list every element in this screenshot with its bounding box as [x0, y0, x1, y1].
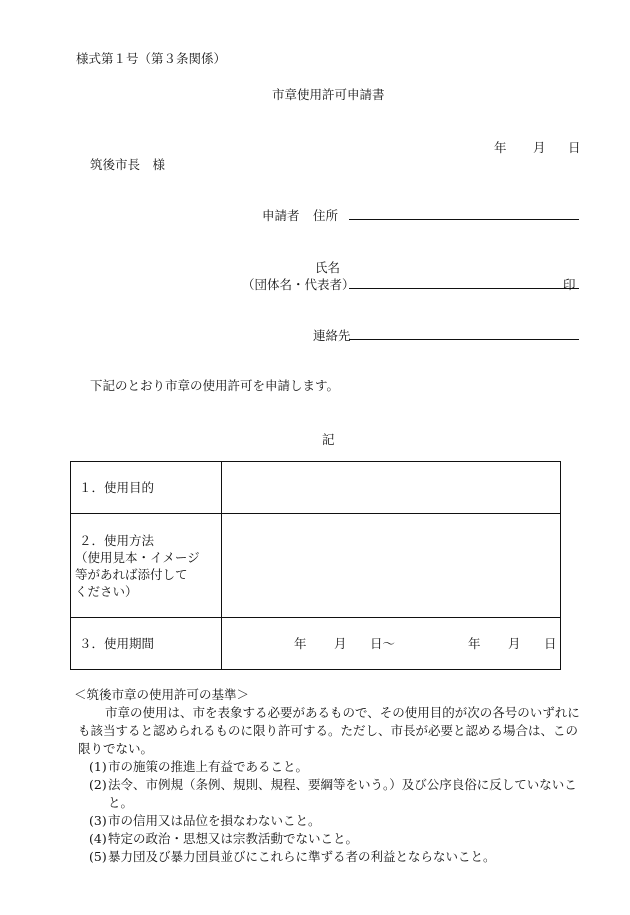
method-note-line: ください）: [75, 583, 138, 599]
table-row: [71, 462, 561, 514]
application-table: [70, 461, 561, 670]
criteria-section: [74, 686, 584, 866]
purpose-label: １．使用目的: [71, 462, 222, 514]
list-item: [74, 758, 584, 776]
list-item: [74, 776, 584, 812]
item-number: (1): [89, 759, 107, 774]
item-number: (5): [89, 849, 107, 864]
item-text: 市の信用又は品位を損なわないこと。: [108, 813, 321, 828]
name-sub-label: （団体名・代表者）: [242, 277, 355, 292]
list-item: [74, 830, 584, 848]
method-note-line: （使用見本・イメージ: [75, 549, 200, 565]
item-number: (2): [89, 777, 107, 792]
period-start-year: 年: [294, 636, 307, 651]
ki-heading: 記: [322, 432, 335, 447]
name-field[interactable]: [349, 288, 579, 289]
form-number: 様式第１号（第３条関係）: [76, 51, 227, 66]
seal-mark: 印: [563, 277, 576, 292]
address-label: 住所: [313, 208, 339, 223]
method-label-cell: [71, 514, 222, 618]
page-title: 市章使用許可申請書: [272, 87, 385, 102]
contact-label: 連絡先: [313, 328, 351, 343]
address-field[interactable]: [349, 219, 579, 220]
period-start-month: 月: [334, 636, 347, 651]
list-item: [74, 812, 584, 830]
period-label: ３．使用期間: [71, 618, 222, 670]
method-field[interactable]: [222, 514, 561, 618]
item-text: 特定の政治・思想又は宗教活動でないこと。: [108, 831, 359, 846]
name-label: 氏名: [315, 260, 341, 275]
purpose-field[interactable]: [222, 462, 561, 514]
table-row: [71, 618, 561, 670]
contact-field[interactable]: [349, 339, 579, 340]
period-end-month: 月: [508, 636, 521, 651]
item-text: 法令、市例規（条例、規則、規程、要綱等をいう。）及び公序良俗に反していないこと。: [108, 777, 577, 810]
criteria-paragraph: 市章の使用は、市を表象する必要があるもので、その使用目的が次の各号のいずれにも該当すると認められるものに限り許可する。ただし、市長が必要と認める場合は、この限りでない。: [78, 705, 580, 756]
item-text: 暴力団及び暴力団員並びにこれらに準ずる者の利益とならないこと。: [108, 849, 496, 864]
period-end-day: 日: [544, 636, 557, 651]
item-text: 市の施策の推進上有益であること。: [108, 759, 309, 774]
item-number: (4): [89, 831, 107, 846]
list-item: [74, 848, 584, 866]
date-day: 日: [568, 140, 581, 155]
period-field[interactable]: [222, 618, 561, 670]
method-label: ２．使用方法: [79, 532, 155, 548]
period-start-day: 日～: [370, 636, 396, 651]
addressee: 筑後市長 様: [90, 157, 166, 172]
date-year: 年: [494, 140, 507, 155]
applicant-label: 申請者: [262, 208, 300, 223]
table-row: [71, 514, 561, 618]
criteria-heading: ＜筑後市章の使用許可の基準＞: [74, 687, 250, 702]
period-end-year: 年: [468, 636, 481, 651]
method-note-line: 等があれば添付して: [75, 566, 188, 582]
application-statement: 下記のとおり市章の使用許可を申請します。: [90, 378, 340, 393]
item-number: (3): [89, 813, 107, 828]
date-month: 月: [533, 140, 546, 155]
